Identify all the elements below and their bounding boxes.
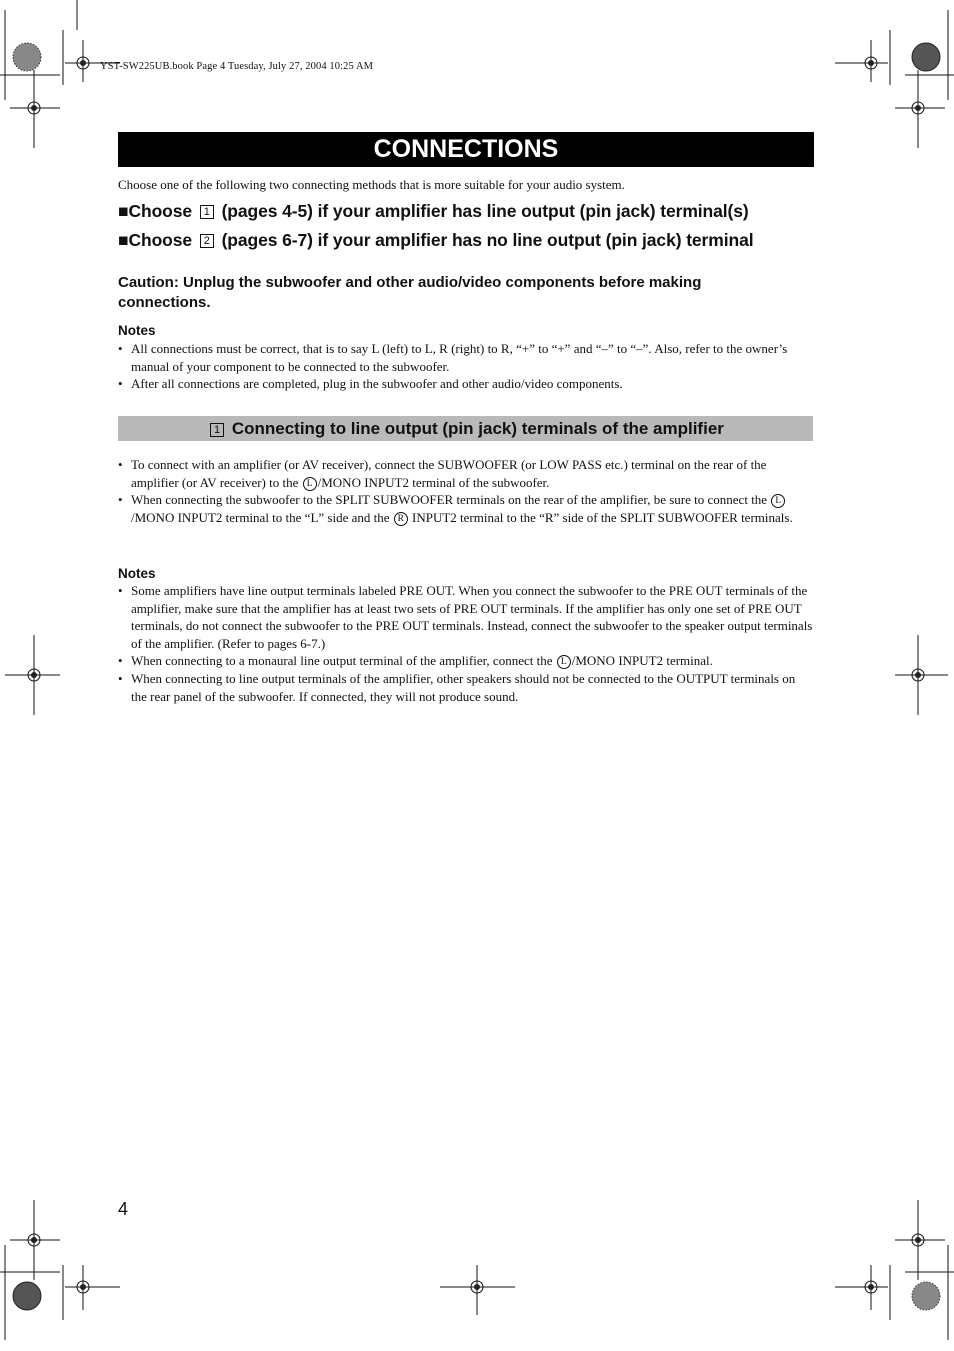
- list-item: • After all connections are completed, plug in the subwoofer and other audio/video components.: [118, 375, 814, 393]
- notes-heading: Notes: [118, 566, 156, 581]
- number-box: 1: [210, 423, 224, 437]
- circled-l-symbol: L: [771, 494, 785, 508]
- choose-text: (pages 6-7) if your amplifier has no line output (pin jack) terminal: [221, 230, 754, 250]
- choose-option-2: [118, 230, 753, 251]
- list-item: [118, 652, 814, 670]
- circled-l-symbol: L: [557, 655, 571, 669]
- print-header: YST-SW225UB.book Page 4 Tuesday, July 27, 2004 10:25 AM: [100, 61, 374, 72]
- notes-list: [118, 340, 814, 393]
- list-item-text: /MONO INPUT2 terminal.: [571, 653, 713, 669]
- circled-l-symbol: L: [303, 477, 317, 491]
- number-box: 1: [200, 205, 214, 219]
- section-title: Connecting to line output (pin jack) terminals of the amplifier: [231, 419, 724, 438]
- page-number: 4: [118, 1199, 129, 1219]
- section-body: [118, 456, 814, 526]
- list-item-text: When connecting the subwoofer to the SPLIT SUBWOOFER terminals on the rear of the amplifier, be sure to connect the: [131, 492, 768, 508]
- intro-text: Choose one of the following two connecting methods that is more suitable for your audio system.: [118, 177, 625, 192]
- notes-list: [118, 582, 814, 705]
- notes-heading: Notes: [118, 323, 156, 338]
- number-box: 2: [200, 234, 214, 248]
- list-item-text: INPUT2 terminal to the “R” side of the SPLIT SUBWOOFER terminals.: [412, 509, 793, 525]
- list-item: [118, 456, 814, 491]
- list-item: • All connections must be correct, that is to say L (left) to L, R (right) to R, “+” to “+” and “–” to “–”. Also, refer to the owner’s manual of your component to be connected to the subwoofer.: [118, 340, 814, 375]
- list-item: • Some amplifiers have line output terminals labeled PRE OUT. When you connect the subwoofer to the PRE OUT terminals of the amplifier, make sure that the amplifier has at least two sets of PRE OUT terminals. If the amplifier has only one set of PRE OUT terminals, do not connect the subwoofer to the PRE OUT terminals. Instead, connect the subwoofer to the speaker output terminals of the amplifier. (Refer to pages 6-7.): [118, 582, 814, 652]
- page-title: CONNECTIONS: [118, 132, 814, 167]
- list-item: [118, 491, 814, 526]
- notes-block-2: [118, 566, 814, 705]
- circled-r-symbol: R: [394, 512, 408, 526]
- choose-prefix: ■Choose: [118, 230, 193, 250]
- list-item-text: To connect with an amplifier (or AV receiver), connect the SUBWOOFER (or LOW PASS etc.) terminal on the rear of the amplifier (or AV receiver) to the: [131, 457, 767, 490]
- instruction-list: [118, 456, 814, 526]
- list-item-text: /MONO INPUT2 terminal of the subwoofer.: [317, 474, 550, 490]
- list-item-text: When connecting to a monaural line output terminal of the amplifier, connect the: [131, 653, 553, 669]
- list-item: • When connecting to line output terminals of the amplifier, other speakers should not be connected to the OUTPUT terminals on the rear panel of the subwoofer. If connected, they will not produce sound.: [118, 670, 814, 705]
- choose-prefix: ■Choose: [118, 201, 193, 221]
- section-heading: [118, 416, 813, 441]
- list-item-text: /MONO INPUT2 terminal to the “L” side and the: [131, 509, 390, 525]
- notes-block-1: [118, 323, 814, 393]
- choose-option-1: [118, 201, 749, 222]
- caution-text: Caution: Unplug the subwoofer and other audio/video components before making connections.: [118, 274, 702, 311]
- choose-text: (pages 4-5) if your amplifier has line output (pin jack) terminal(s): [221, 201, 749, 221]
